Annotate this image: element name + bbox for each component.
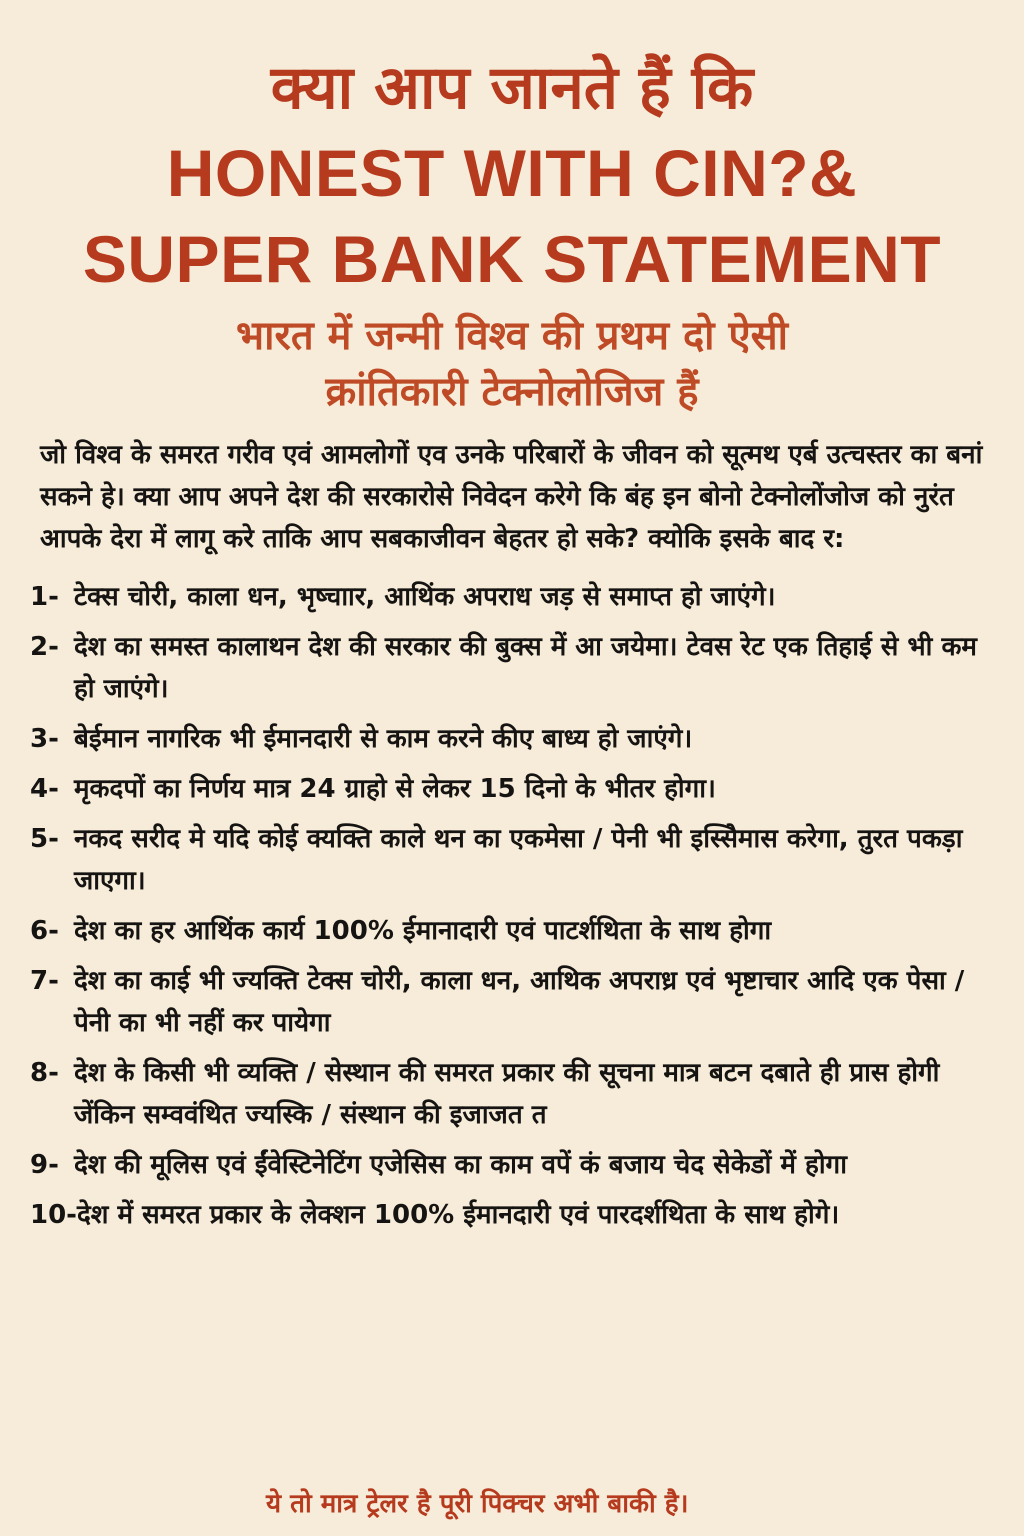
point-number: 5-	[30, 824, 59, 854]
point-text: बेईमान नागरिक भी ईमानदारी से काम करने कीए बाध्य हो जाएंगे।	[74, 724, 693, 754]
point-text: देश के किसी भी व्यक्ति / सेस्थान की समरत प्रकार की सूचना मात्र बटन दबाते ही प्रास होगी जेंकिन सम्ववंथित ज्यस्कि / संस्थान की इजाजत त	[74, 1058, 940, 1130]
footer-tagline: ये तो मात्र ट्रेलर है पूरी पिक्चर अभी बाकी है।	[266, 1489, 689, 1519]
point-item	[30, 818, 994, 902]
point-text: देश की मूलिस एवं ईंवेस्टिनेटिंग एजेसिस का काम वपें कं बजाय चेद सेकेडों में होगा	[74, 1150, 847, 1180]
title-block	[30, 0, 994, 420]
point-text: देश का हर आथिंक कार्य 100% ईमानादारी एवं पाटर्शथिता के साथ होगा	[74, 916, 772, 946]
title-english-line2: SUPER BANK STATEMENT	[82, 222, 942, 296]
point-number: 6-	[30, 916, 59, 946]
point-number: 9-	[30, 1150, 59, 1180]
point-text: मृकदपों का निर्णय मात्र 24 ग्राहो से लेकर 15 दिनो के भीतर होगा।	[74, 774, 716, 804]
point-item	[30, 626, 994, 710]
point-item	[30, 718, 994, 760]
title-english-line1: HONEST WITH CIN?&	[166, 136, 858, 210]
intro-paragraph: जो विश्व के समरत गरीव एवं आमलोगों एव उनके परिबारों के जीवन को सूत्मथ एर्ब उत्चस्तर का बनां सकने हे। क्या आप अपने देश की सरकारोसे निवेदन करेगे कि बंह इन बोनो टेक्नोलोंजोज को नुरंत आपके देरा में लागू करे ताकि आप सबकाजीवन बेहतर हो सके? क्योकि इसके बाद र:	[40, 440, 983, 554]
point-number: 4-	[30, 774, 59, 804]
point-text: देश का काई भी ज्यक्ति टेक्स चोरी, काला धन, आथिक अपराध्र एवं भृष्टाचार आदि एक पेसा / पेनी का भी नहीं कर पायेगा	[74, 966, 965, 1038]
point-number: 2-	[30, 632, 59, 662]
point-number: 1-	[30, 582, 59, 612]
point-item	[30, 910, 994, 952]
point-number: 7-	[30, 966, 59, 996]
point-number: 8-	[30, 1058, 59, 1088]
point-text: नकद सरीद मे यदि कोई क्यक्ति काले थन का एकमेसा / पेनी भी इस्सिेमास करेगा, तुरत पकड़ा जाएगा।	[74, 824, 963, 896]
point-text: देश में समरत प्रकार के लेक्शन 100% ईमानदारी एवं पारदर्शथिता के साथ होगे।	[76, 1200, 840, 1230]
point-number: 3-	[30, 724, 59, 754]
points-list	[30, 576, 994, 1236]
title-hindi: क्या आप जानते हैं कि	[270, 53, 754, 123]
subtitle-line1: भारत में जन्मी विश्व की प्रथम दो ऐसी	[235, 313, 788, 359]
point-text: टेक्स चोरी, काला धन, भृष्चाार, आथिंक अपराध जड़ से समाप्त हो जाएंगे।	[74, 582, 776, 612]
point-text: देश का समस्त कालाथन देश की सरकार की बुक्स में आ जयेमा। टेवस रेट एक तिहाई से भी कम हो जाएंगे।	[74, 632, 977, 704]
point-number: 10-	[30, 1200, 77, 1230]
point-item	[30, 1052, 994, 1136]
point-item	[30, 768, 994, 810]
point-item	[30, 960, 994, 1044]
subtitle-line2: क्रांतिकारी टेक्नोलोजिज हैं	[325, 369, 699, 415]
point-item	[30, 576, 994, 618]
point-item	[30, 1144, 994, 1186]
point-item	[30, 1194, 994, 1236]
